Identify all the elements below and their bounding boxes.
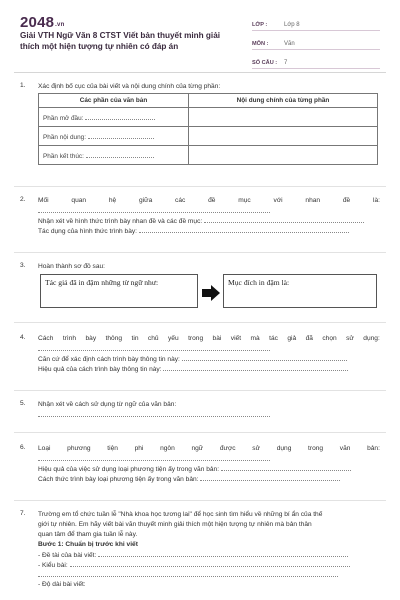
structure-table <box>38 93 378 165</box>
logo-domain: .vn <box>55 22 65 28</box>
meta-key: MÔN : <box>252 41 269 47</box>
question-text: quan tâm để tham gia tuần lễ này. <box>38 531 138 538</box>
question-text: Nhận xét về cách sử dụng từ ngữ của văn bản: <box>38 401 177 408</box>
meta-key: LỚP : <box>252 22 268 28</box>
section-divider <box>14 322 386 323</box>
meta-key: SỐ CÂU : <box>252 60 278 66</box>
question-number: 4. <box>20 334 26 341</box>
table-cell-label: Phần nội dung: <box>39 127 189 146</box>
sub-question: Căn cứ để xác định cách trình bày thông tin này: <box>38 354 380 364</box>
sub-question: Hiệu quả của việc sử dụng loại phương tiện ấy trong văn bản: <box>38 464 380 474</box>
site-logo[interactable] <box>20 14 64 31</box>
question-number: 6. <box>20 444 26 451</box>
sub-question: Cách thức trình bày loại phương tiện ấy trong văn bản: <box>38 474 380 484</box>
section-divider <box>14 500 386 501</box>
table-row <box>39 146 378 165</box>
logo-text: 2048 <box>20 14 55 31</box>
section-divider <box>14 390 386 391</box>
table-cell-answer[interactable] <box>189 146 378 165</box>
header-divider <box>14 72 386 73</box>
answer-line[interactable] <box>38 344 380 354</box>
table-cell-answer[interactable] <box>189 108 378 127</box>
question-text: Xác định bố cục của bài viết và nội dung chính của từng phần: <box>38 83 221 90</box>
sub-question: Nhận xét về hình thức trình bày nhan đề và các đề mục: <box>38 216 380 226</box>
question-number: 5. <box>20 400 26 407</box>
meta-row-subject <box>252 33 380 50</box>
question-text: Hoàn thành sơ đồ sau: <box>38 263 106 270</box>
diagram-box-bold-words[interactable]: Tác giả đã in đậm những từ ngữ như: <box>40 274 198 308</box>
table-row <box>39 127 378 146</box>
list-item: - Đề tài của bài viết: <box>38 550 380 560</box>
answer-line[interactable] <box>38 454 380 464</box>
meta-value: Lớp 8 <box>284 22 300 28</box>
arrow-right-icon <box>202 285 220 301</box>
question-number: 1. <box>20 82 26 89</box>
answer-line[interactable] <box>38 570 380 580</box>
step-heading: Bước 1: Chuẩn bị trước khi viết <box>38 541 138 548</box>
question-number: 2. <box>20 196 26 203</box>
question-text: Cách trình bày thông tin chủ yếu trong bài viết mà tác giả đã chọn sử dụng: <box>38 335 380 342</box>
table-cell-answer[interactable] <box>189 127 378 146</box>
list-item: - Kiểu bài: <box>38 560 380 570</box>
diagram-box-purpose[interactable]: Mục đích in đậm là: <box>223 274 377 308</box>
question-number: 3. <box>20 262 26 269</box>
question-text: Trường em tổ chức tuần lễ "Nhà khoa học tương lai" để học sinh tìm hiểu về những bí ẩn của thế <box>38 511 323 518</box>
table-header: Các phần của văn bản <box>39 94 189 108</box>
question-number: 7. <box>20 510 26 517</box>
meta-row-class <box>252 14 380 31</box>
question-text: Mối quan hệ giữa các đề mục với nhan đề là: <box>38 197 380 204</box>
sub-question: Hiệu quả của cách trình bày thông tin này: <box>38 364 380 374</box>
meta-box <box>252 14 380 71</box>
question-text: giới tự nhiên. Em hãy viết bài văn thuyết minh giải thích một hiện tượng tự nhiên mà bản thân <box>38 521 312 528</box>
table-cell-label: Phần mở đầu: <box>39 108 189 127</box>
section-divider <box>14 252 386 253</box>
list-item: - Độ dài bài viết: <box>38 581 86 588</box>
sub-question: Tác dụng của hình thức trình bày: <box>38 226 380 236</box>
meta-row-count <box>252 52 380 69</box>
meta-value: Văn <box>284 41 295 47</box>
table-header: Nội dung chính của từng phần <box>189 94 378 108</box>
document-title: Giải VTH Ngữ Văn 8 CTST Viết bản thuyết minh giải thích một hiện tượng tự nhiên có đáp án <box>20 31 221 51</box>
table-cell-label: Phần kết thúc: <box>39 146 189 165</box>
answer-line[interactable] <box>38 410 380 420</box>
question-text: Loại phương tiện phi ngôn ngữ được sử dụng trong văn bản: <box>38 445 380 452</box>
meta-value: 7 <box>284 60 288 66</box>
section-divider <box>14 186 386 187</box>
answer-line[interactable] <box>38 206 380 216</box>
table-row <box>39 108 378 127</box>
section-divider <box>14 432 386 433</box>
